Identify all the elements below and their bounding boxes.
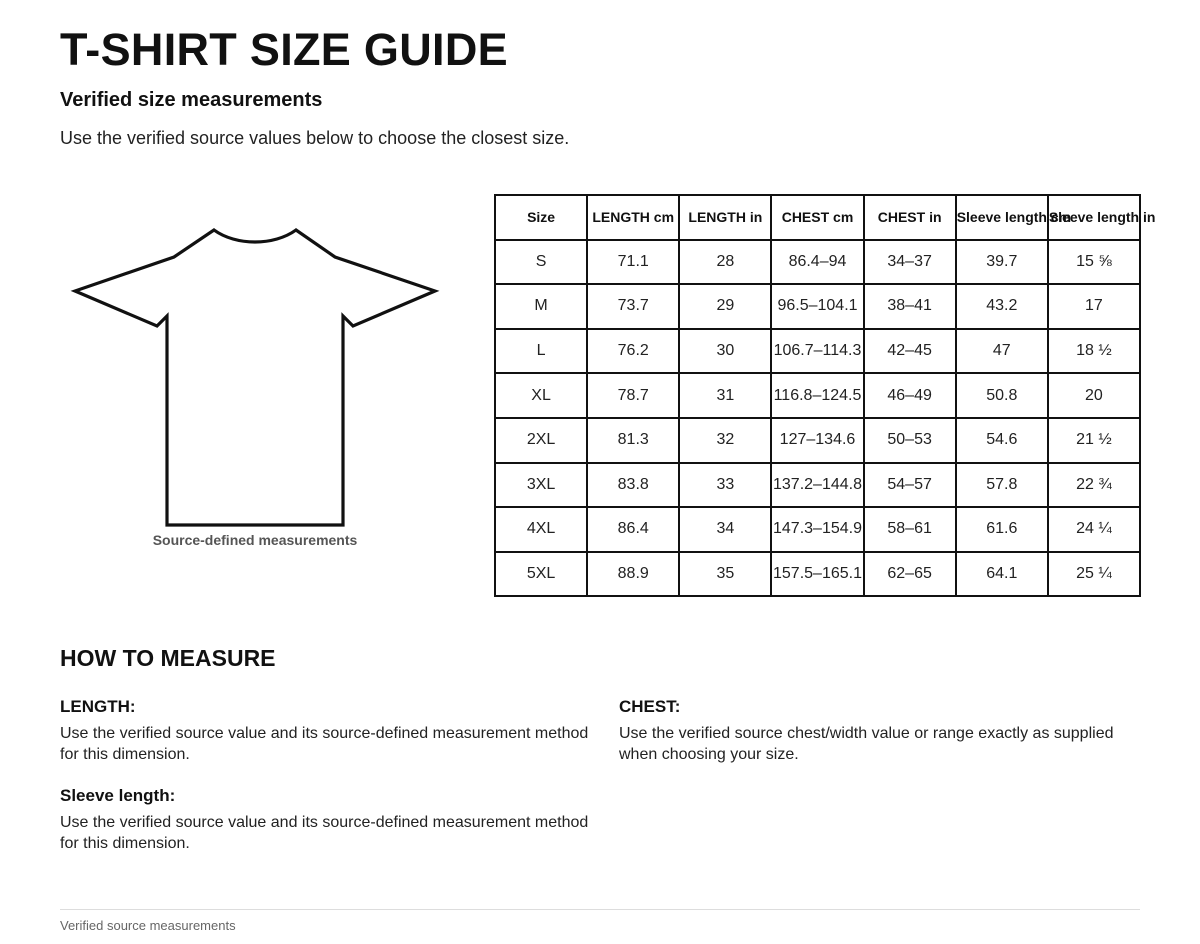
table-header-row <box>495 195 1140 240</box>
table-cell: 71.1 <box>587 240 679 285</box>
column-header: CHEST cm <box>771 195 863 240</box>
table-cell: 54–57 <box>864 463 956 508</box>
column-header: CHEST in <box>864 195 956 240</box>
table-cell: 17 <box>1048 284 1140 329</box>
table-cell: 58–61 <box>864 507 956 552</box>
page-subtitle: Verified size measurements <box>60 89 323 111</box>
size-label-cell: S <box>495 240 587 285</box>
table-row <box>495 329 1140 374</box>
table-cell: 157.5–165.1 <box>771 552 863 597</box>
column-header: Sleeve length in <box>1048 195 1140 240</box>
table-cell: 42–45 <box>864 329 956 374</box>
table-cell: 50.8 <box>956 373 1048 418</box>
table-cell: 86.4–94 <box>771 240 863 285</box>
table-cell: 61.6 <box>956 507 1048 552</box>
size-table <box>494 194 1156 597</box>
size-label-cell: L <box>495 329 587 374</box>
table-cell: 106.7–114.3 <box>771 329 863 374</box>
measure-text: Use the verified source chest/width value or range exactly as supplied when choosing your size. <box>619 725 1114 763</box>
table-cell: 34 <box>679 507 771 552</box>
table-row <box>495 373 1140 418</box>
table-cell: 18 ½ <box>1048 329 1140 374</box>
table-cell: 21 ½ <box>1048 418 1140 463</box>
size-label-cell: M <box>495 284 587 329</box>
table-cell: 24 ¼ <box>1048 507 1140 552</box>
table-cell: 15 ⅝ <box>1048 240 1140 285</box>
size-label-cell: 3XL <box>495 463 587 508</box>
table-cell: 31 <box>679 373 771 418</box>
intro-text: Use the verified source values below to choose the closest size. <box>60 128 570 148</box>
column-header: Sleeve length cm <box>956 195 1048 240</box>
table-cell: 73.7 <box>587 284 679 329</box>
table-cell: 86.4 <box>587 507 679 552</box>
table-cell: 116.8–124.5 <box>771 373 863 418</box>
table-cell: 83.8 <box>587 463 679 508</box>
table-cell: 28 <box>679 240 771 285</box>
footer-text: Verified source measurements <box>60 918 236 933</box>
measure-heading: LENGTH: <box>60 697 136 716</box>
measure-item-sleeve <box>60 786 590 854</box>
table-cell: 137.2–144.8 <box>771 463 863 508</box>
table-cell: 47 <box>956 329 1048 374</box>
table-cell: 96.5–104.1 <box>771 284 863 329</box>
measure-heading: CHEST: <box>619 697 681 716</box>
column-header: LENGTH cm <box>587 195 679 240</box>
table-cell: 32 <box>679 418 771 463</box>
table-cell: 127–134.6 <box>771 418 863 463</box>
table-cell: 39.7 <box>956 240 1048 285</box>
table-cell: 54.6 <box>956 418 1048 463</box>
footer-divider <box>60 909 1140 910</box>
measure-heading: Sleeve length: <box>60 786 176 805</box>
table-cell: 20 <box>1048 373 1140 418</box>
measure-text: Use the verified source value and its source-defined measurement method for this dimension. <box>60 725 589 763</box>
table-cell: 81.3 <box>587 418 679 463</box>
table-row <box>495 507 1140 552</box>
table-row <box>495 418 1140 463</box>
table-cell: 30 <box>679 329 771 374</box>
column-header: LENGTH in <box>679 195 771 240</box>
measure-item-chest <box>619 697 1149 765</box>
table-cell: 43.2 <box>956 284 1048 329</box>
table-cell: 46–49 <box>864 373 956 418</box>
table-row <box>495 552 1140 597</box>
table-cell: 62–65 <box>864 552 956 597</box>
table-cell: 22 ¾ <box>1048 463 1140 508</box>
how-to-measure-title: HOW TO MEASURE <box>60 645 276 671</box>
size-label-cell: 5XL <box>495 552 587 597</box>
table-cell: 57.8 <box>956 463 1048 508</box>
table-cell: 25 ¼ <box>1048 552 1140 597</box>
table-cell: 29 <box>679 284 771 329</box>
size-label-cell: 2XL <box>495 418 587 463</box>
table-cell: 88.9 <box>587 552 679 597</box>
table-cell: 78.7 <box>587 373 679 418</box>
table-cell: 50–53 <box>864 418 956 463</box>
table-cell: 76.2 <box>587 329 679 374</box>
table-cell: 64.1 <box>956 552 1048 597</box>
table-cell: 33 <box>679 463 771 508</box>
tshirt-outline-icon <box>70 222 440 532</box>
measure-item-length <box>60 697 590 765</box>
size-label-cell: XL <box>495 373 587 418</box>
size-label-cell: 4XL <box>495 507 587 552</box>
table-row <box>495 463 1140 508</box>
table-cell: 147.3–154.9 <box>771 507 863 552</box>
table-cell: 38–41 <box>864 284 956 329</box>
table-cell: 34–37 <box>864 240 956 285</box>
measure-text: Use the verified source value and its source-defined measurement method for this dimension. <box>60 814 589 852</box>
column-header: Size <box>495 195 587 240</box>
page-title: T-SHIRT SIZE GUIDE <box>60 24 508 75</box>
diagram-caption: Source-defined measurements <box>152 532 358 548</box>
table-row <box>495 284 1140 329</box>
table-row <box>495 240 1140 285</box>
table-cell: 35 <box>679 552 771 597</box>
